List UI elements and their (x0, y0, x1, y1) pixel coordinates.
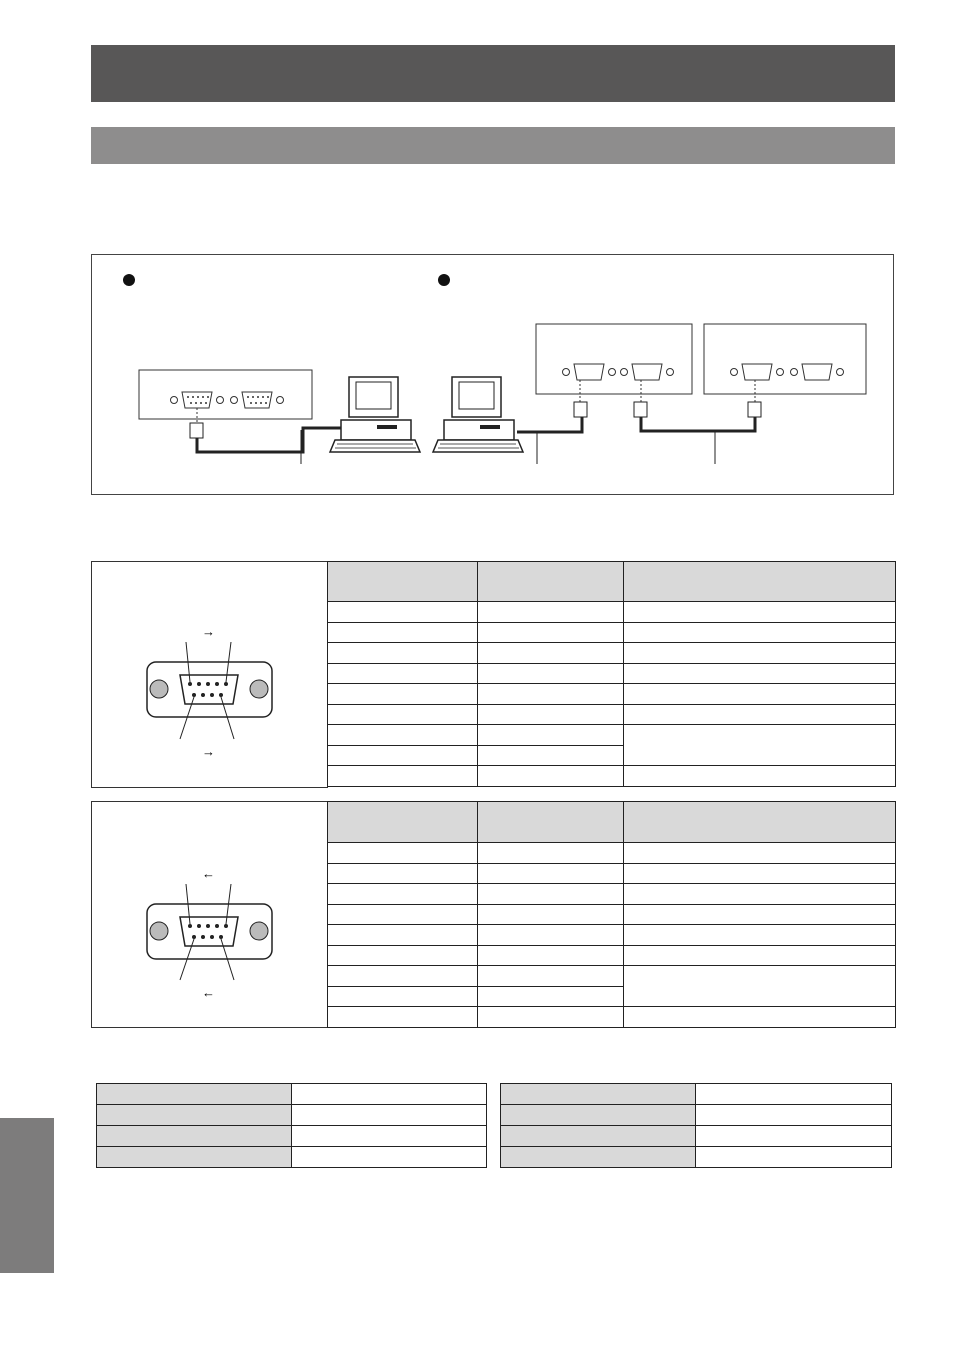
table-cell (624, 684, 896, 705)
cable-line (517, 417, 582, 432)
table-row (328, 664, 896, 684)
table-row (97, 1084, 487, 1105)
table-cell (328, 725, 478, 746)
left-bullet-icon (123, 274, 135, 286)
table-cell (478, 1007, 624, 1028)
arrow-left-icon: ← (202, 985, 215, 1000)
column-header (624, 802, 896, 843)
table-cell (478, 966, 624, 987)
table-cell (328, 966, 478, 987)
table-cell (624, 602, 896, 623)
table-cell (478, 843, 624, 864)
table-cell (624, 966, 896, 1007)
table-cell (624, 623, 896, 643)
table-cell (478, 705, 624, 725)
table-row (328, 684, 896, 705)
table-cell (328, 946, 478, 966)
table-row (328, 905, 896, 925)
column-header (478, 802, 624, 843)
projector-panel-left (139, 370, 343, 464)
table-cell (478, 925, 624, 946)
table-cell (624, 725, 896, 766)
table-row (328, 884, 896, 905)
connection-illustration (91, 254, 894, 495)
table-cell (478, 987, 624, 1007)
table-cell (478, 684, 624, 705)
table-row (97, 1147, 487, 1168)
table-cell (328, 884, 478, 905)
page-title-bar (91, 45, 895, 102)
table-cell (478, 884, 624, 905)
table-cell (478, 766, 624, 787)
table-row (328, 1007, 896, 1028)
table-row (328, 946, 896, 966)
arrow-right-icon: → (202, 744, 215, 759)
table-row (501, 1147, 892, 1168)
table-cell (478, 623, 624, 643)
table-cell (478, 725, 624, 746)
table-cell (624, 766, 896, 787)
table-row (328, 602, 896, 623)
computer-icon (433, 377, 523, 452)
table-cell (624, 905, 896, 925)
table-cell (328, 843, 478, 864)
setting-name (97, 1084, 292, 1105)
d-sub-connector-icon (92, 562, 329, 789)
cable-line (641, 417, 755, 431)
table-cell (624, 884, 896, 905)
table-cell (478, 746, 624, 766)
table-cell (624, 643, 896, 664)
projector-panel-middle (536, 324, 692, 417)
pin-table-out (327, 801, 896, 1028)
pin-table-in (327, 561, 896, 787)
table-row (501, 1105, 892, 1126)
table-cell (328, 987, 478, 1007)
setting-value (696, 1105, 892, 1126)
table-cell (328, 643, 478, 664)
setting-value (696, 1126, 892, 1147)
table-cell (328, 684, 478, 705)
table-row (501, 1126, 892, 1147)
table-row (328, 864, 896, 884)
d-sub-connector-icon (92, 802, 329, 1029)
side-index-tab (0, 1118, 54, 1273)
setting-value (292, 1084, 487, 1105)
setting-value (696, 1147, 892, 1168)
setting-name (97, 1126, 292, 1147)
table-cell (624, 946, 896, 966)
table-row (501, 1084, 892, 1105)
table-cell (328, 664, 478, 684)
table-cell (478, 905, 624, 925)
table-cell (478, 602, 624, 623)
connector-diagram-in (91, 561, 328, 788)
table-cell (328, 746, 478, 766)
connector-diagram-out (91, 801, 328, 1028)
table-row (328, 705, 896, 725)
communication-settings-left (96, 1083, 487, 1168)
arrow-left-icon: ← (202, 866, 215, 881)
table-row (328, 643, 896, 664)
table-cell (624, 1007, 896, 1028)
arrow-right-icon: → (202, 624, 215, 639)
table-row (328, 766, 896, 787)
table-cell (624, 864, 896, 884)
setting-name (501, 1147, 696, 1168)
table-cell (624, 925, 896, 946)
table-cell (624, 705, 896, 725)
setting-name (501, 1105, 696, 1126)
setting-name (501, 1084, 696, 1105)
right-bullet-icon (438, 274, 450, 286)
setting-value (292, 1105, 487, 1126)
table-row (97, 1126, 487, 1147)
setting-value (292, 1147, 487, 1168)
table-row (328, 966, 896, 987)
table-cell (328, 705, 478, 725)
setting-value (696, 1084, 892, 1105)
table-cell (328, 602, 478, 623)
table-cell (478, 664, 624, 684)
table-cell (328, 766, 478, 787)
table-cell (478, 643, 624, 664)
table-row (328, 623, 896, 643)
table-row (97, 1105, 487, 1126)
table-cell (328, 623, 478, 643)
table-cell (624, 843, 896, 864)
table-cell (624, 664, 896, 684)
table-cell (328, 925, 478, 946)
table-cell (328, 864, 478, 884)
table-row (328, 925, 896, 946)
connection-diagram (91, 254, 894, 495)
setting-name (97, 1147, 292, 1168)
table-row (328, 843, 896, 864)
projector-panel-right (704, 324, 866, 417)
table-cell (328, 1007, 478, 1028)
column-header (328, 562, 478, 602)
column-header (478, 562, 624, 602)
setting-name (501, 1126, 696, 1147)
column-header (624, 562, 896, 602)
computer-icon (330, 377, 420, 452)
table-row (328, 725, 896, 746)
section-heading-bar (91, 127, 895, 164)
setting-name (97, 1105, 292, 1126)
setting-value (292, 1126, 487, 1147)
table-cell (478, 946, 624, 966)
communication-settings-right (500, 1083, 892, 1168)
column-header (328, 802, 478, 843)
table-cell (328, 905, 478, 925)
table-cell (478, 864, 624, 884)
